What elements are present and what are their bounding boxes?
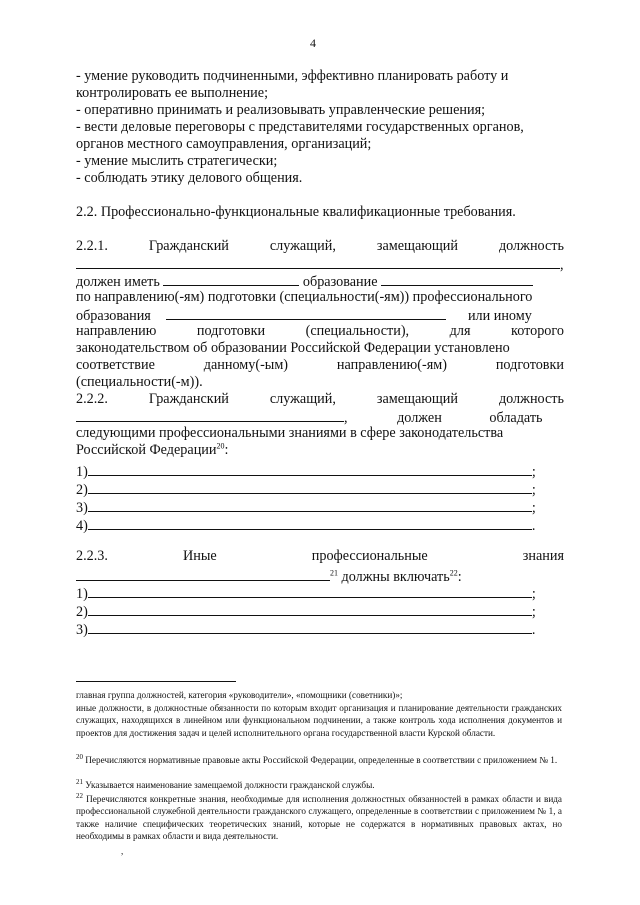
- bullet-line: - умение мыслить стратегически;: [76, 153, 278, 169]
- fill-blank[interactable]: [88, 620, 532, 634]
- s221-row7: законодательством об образовании Российской Федерации установлено: [76, 340, 510, 356]
- bullet-line: органов местного самоуправления, организаций;: [76, 136, 372, 152]
- fill-blank[interactable]: [88, 584, 532, 598]
- fill-blank[interactable]: [163, 272, 299, 286]
- s221-row9: (специальности(-м)).: [76, 374, 203, 390]
- s222-item: 1) ;: [76, 464, 536, 480]
- bullet-line: - оперативно принимать и реализовывать управленческие решения;: [76, 102, 486, 118]
- footnote-continuation: главная группа должностей, категория «руководители», «помощники (советники)»;: [76, 690, 403, 700]
- s223-item: 2) ;: [76, 604, 536, 620]
- s222-item: 2) ;: [76, 482, 536, 498]
- footnote-21: $^{21}$ Указывается наименование замещаемой должности гражданской службы.: [76, 777, 375, 790]
- s221-row8: соответствие данному(-ым) направлению(-ям) подготовки: [76, 357, 564, 373]
- s222-row1: 2.2.2. Гражданский служащий, замещающий должность: [76, 391, 564, 407]
- s222-item: 3) ;: [76, 500, 536, 516]
- fill-blank[interactable]: [88, 602, 532, 616]
- fill-blank[interactable]: [76, 567, 330, 581]
- s221-row6: направлению подготовки (специальности), для которого: [76, 323, 564, 339]
- s223-row1: 2.2.3. Иные профессиональные знания: [76, 548, 564, 564]
- s223-row2: $^{21}$ должны включать$^{22}$:: [76, 567, 462, 586]
- s221-row5: образования или иному: [76, 308, 532, 324]
- s221-row3: должен иметь образование: [76, 272, 533, 291]
- footnote-continuation: иные должности, в должностные обязанности по которым входит организация и планирование деятельности гражданских служащих, находящихся в линейном или функциональном подчинении, а также контроль хода исполнения документов и проектов для достижения задач и целей исполнительного органа государственной власти Курской области.: [76, 703, 562, 738]
- s222-row4: Российской Федерации$^{20}$:: [76, 441, 229, 458]
- s221-row1: 2.2.1. Гражданский служащий, замещающий должность: [76, 238, 564, 254]
- fill-blank[interactable]: [166, 306, 446, 320]
- scan-mark: ,: [121, 846, 124, 856]
- section-heading: 2.2. Профессионально-функциональные квалификационные требования.: [76, 204, 516, 220]
- bullet-line: - вести деловые переговоры с представителями государственных органов,: [76, 119, 524, 135]
- s222-row3: следующими профессиональными знаниями в сфере законодательства: [76, 425, 504, 441]
- bullet-line: - умение руководить подчиненными, эффективно планировать работу и: [76, 68, 509, 84]
- fill-blank[interactable]: [88, 480, 532, 494]
- s223-item: 3) .: [76, 622, 536, 638]
- s221-blank-line: ,: [76, 255, 564, 274]
- s222-row2: , должен обладать: [76, 408, 543, 427]
- s222-item: 4) .: [76, 518, 536, 534]
- fill-blank[interactable]: [88, 462, 532, 476]
- s221-row4: по направлению(-ям) подготовки (специальности(-ям)) профессионального: [76, 289, 533, 305]
- bullet-line: - соблюдать этику делового общения.: [76, 170, 303, 186]
- s223-item: 1) ;: [76, 586, 536, 602]
- fill-blank[interactable]: [76, 408, 344, 422]
- fill-blank[interactable]: [381, 272, 533, 286]
- footnote-rule: [76, 681, 236, 682]
- footnote-20: $^{20}$ Перечисляются нормативные правовые акты Российской Федерации, определенные в соответствии с приложением № 1.: [76, 752, 558, 765]
- fill-blank[interactable]: [88, 498, 532, 512]
- fill-blank[interactable]: [88, 516, 532, 530]
- page-number: 4: [310, 36, 316, 50]
- footnote-22: $^{22}$ Перечисляются конкретные знания, необходимые для исполнения должностных обязанностей в рамках области и вида профессиональной служебной деятельности гражданского служащего, определенные в соответствии с приложением № 1, а также наличие специфических теоретических знаний, которые не содержатся в нормативных правовых актах, но необходимы в рамках области и вида деятельности.: [76, 791, 562, 842]
- bullet-line: контролировать ее выполнение;: [76, 85, 269, 101]
- fill-blank[interactable]: [76, 255, 560, 269]
